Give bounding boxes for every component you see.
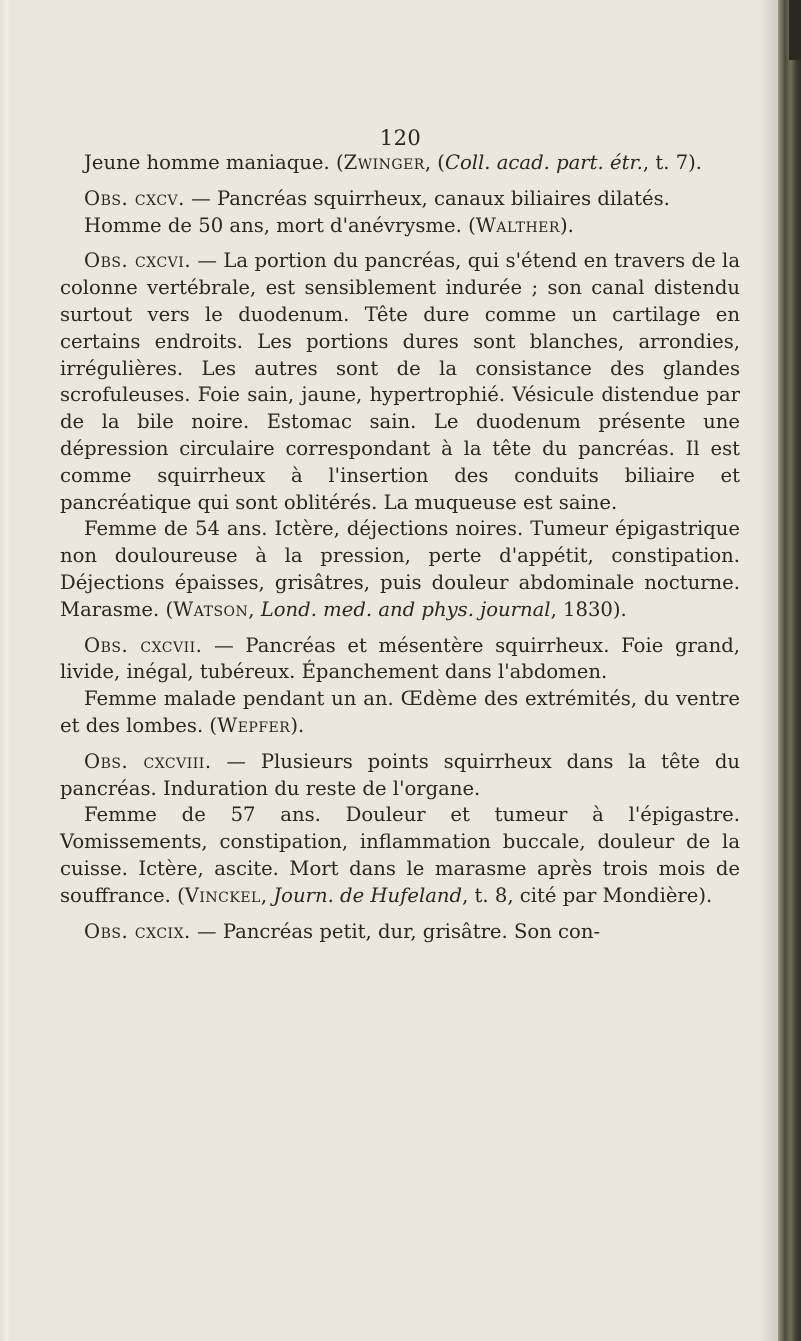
text-run: Jeune homme maniaque. (	[84, 151, 344, 174]
small-caps-run: Wepfer	[217, 713, 291, 737]
paragraph-p4	[60, 248, 740, 516]
text-run: Femme de 54 ans. Ictère, déjections noires. Tumeur épigastrique non douloureuse à la pression, perte d'appétit, constipation. Déjections épaisses, grisâtres, puis douleur abdominale nocturne. Marasme. (	[60, 517, 740, 621]
paragraph-p2	[60, 186, 740, 213]
text-run: ,	[260, 883, 274, 907]
small-caps-run: Obs. cxcv.	[84, 186, 185, 210]
text-run: — Pancréas petit, dur, grisâtre. Son con-	[190, 919, 601, 943]
paragraph-p6	[60, 633, 740, 687]
text-run: — Plusieurs points squirrheux dans la tête du pancréas. Induration du reste de l'organe.	[60, 749, 740, 800]
paragraph-p1	[60, 150, 740, 177]
paragraph-p5	[60, 516, 740, 623]
italic-run: Coll. acad. part. étr.	[444, 151, 643, 174]
text-run: ).	[290, 713, 305, 737]
small-caps-run: Vinckel	[184, 883, 261, 907]
text-run: — Pancréas squirrheux, canaux biliaires dilatés.	[184, 186, 670, 210]
text-run: Femme malade pendant un an. Œdème des extrémités, du ventre et des lombes. (	[60, 687, 740, 737]
page-corner	[789, 0, 801, 60]
paragraph-p10	[60, 919, 740, 946]
text-run: , (	[424, 151, 445, 174]
text-run: — Pancréas et mésentère squirrheux. Foie grand, livide, inégal, tubéreux. Épanchement dans l'abdomen.	[60, 633, 740, 684]
small-caps-run: Obs. cxcviii.	[84, 749, 212, 773]
text-run: — La portion du pancréas, qui s'étend en travers de la colonne vertébrale, est sensiblement indurée ; son canal distendu surtout vers le duodenum. Tête dure comme un cartilage en certains endroits. Les portions dures sont blanches, arrondies, irrégulières. Les autres sont de la consistance des glandes scrofuleuses. Foie sain, jaune, hypertrophié. Vésicule distendue par de la bile noire. Estomac sain. Le duodenum présente une dépression circulaire correspondant à la tête du pancréas. Il est comme squirrheux à l'insertion des conduits biliaire et pancréatique qui sont oblitérés. La muqueuse est saine.	[60, 249, 740, 514]
page-number: 120	[379, 126, 422, 150]
page-gutter-shadow	[760, 0, 778, 1341]
small-caps-run: Obs. cxcvii.	[84, 633, 203, 657]
text-run: Homme de 50 ans, mort d'anévrysme. (	[84, 213, 476, 237]
italic-run: Lond. med. and phys. journal	[260, 597, 551, 621]
paragraph-p7	[60, 686, 740, 740]
text-run: , t. 7).	[642, 151, 703, 174]
small-caps-run: Walther	[475, 213, 560, 237]
paragraph-p8	[60, 749, 740, 803]
small-caps-run: Obs. cxcix.	[84, 919, 191, 943]
text-run: , t. 8, cité par Mondière).	[462, 883, 713, 907]
paragraph-p3	[60, 213, 740, 240]
body-text	[60, 150, 740, 945]
text-run: ,	[248, 597, 261, 621]
small-caps-run: Watson	[173, 597, 249, 621]
italic-run: Journ. de Hufeland	[273, 883, 463, 907]
text-run: ).	[559, 213, 574, 237]
text-run: Femme de 57 ans. Douleur et tumeur à l'épigastre. Vomissements, constipation, inflammation buccale, douleur de la cuisse. Ictère, ascite. Mort dans le marasme après trois mois de souffrance. (	[60, 803, 740, 907]
text-run: , 1830).	[550, 597, 627, 621]
paragraph-p9	[60, 802, 740, 909]
small-caps-run: Obs. cxcvi.	[84, 249, 192, 273]
page-right-edge	[778, 0, 801, 1341]
page-left-margin	[0, 0, 10, 1341]
small-caps-run: Zwinger	[343, 151, 425, 174]
